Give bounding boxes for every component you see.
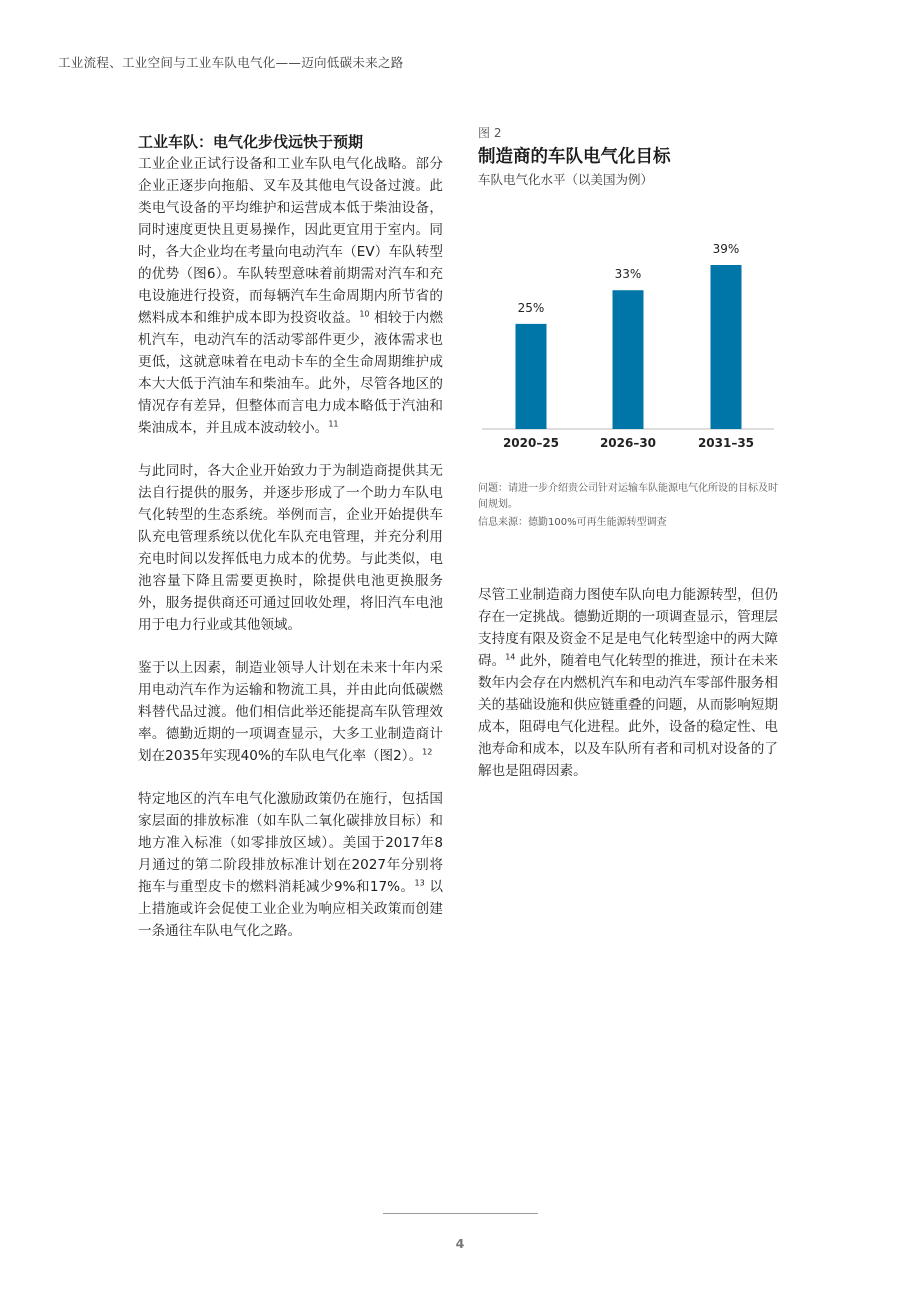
x-tick-label: 2031–35 — [697, 436, 755, 450]
footnote-ref[interactable]: 11 — [328, 419, 339, 429]
figure-block — [478, 125, 780, 531]
section-title: 工业车队：电气化步伐远快于预期 — [138, 133, 364, 151]
footnote-ref[interactable]: 13 — [414, 878, 425, 888]
bar-2020–25 — [516, 324, 547, 429]
footer-divider — [383, 1213, 538, 1214]
bar-2026–30 — [613, 290, 644, 429]
footnote-ref[interactable]: 14 — [505, 652, 516, 662]
figure-source: 信息来源：德勤100%可再生能源转型调查 — [478, 517, 667, 528]
paragraph-text: 以上措施或许会促使工业企业为响应相关政策而创建一条通往车队电气化之路。 — [138, 879, 444, 939]
figure-title: 制造商的车队电气化目标 — [478, 147, 671, 167]
figure-subtitle: 车队电气化水平（以美国为例） — [478, 172, 654, 187]
left-column — [138, 131, 443, 963]
running-header: 工业流程、工业空间与工业车队电气化——迈向低碳未来之路 — [58, 55, 404, 70]
body-paragraph-2: 与此同时，各大企业开始致力于为制造商提供其无法自行提供的服务，并逐步形成了一个助力车队电气化转型的生态系统。举例而言，企业开始提供车队充电管理系统以优化车队充电管理，并充分利用充电时间以发挥低电力成本的优势。与此类似，电池容量下降且需要更换时，除提供电池更换服务外，服务提供商还可通过回收处理，将旧汽车电池用于电力行业或其他领域。 — [138, 463, 443, 633]
right-column — [478, 584, 778, 803]
bar-2031–35 — [711, 265, 742, 429]
paragraph-text: 特定地区的汽车电气化激励政策仍在施行，包括国家层面的排放标准（如车队二氧化碳排放目标）和地方准入标准（如零排放区域）。美国于2017年8月通过的第二阶段排放标准计划在2027年分别将拖车与重型皮卡的燃料消耗减少9%和17%。 — [138, 791, 443, 895]
paragraph-text: 此外，随着电气化转型的推进，预计在未来数年内会存在内燃机汽车和电动汽车零部件服务相关的基础设施和供应链重叠的问题，从而影响短期成本，阻碍电气化进程。此外，设备的稳定性、电池寿命和成本，以及车队所有者和司机对设备的了解也是阻碍因素。 — [478, 653, 779, 779]
body-paragraph-1 — [138, 153, 443, 439]
footnote-ref[interactable]: 10 — [359, 309, 370, 319]
body-paragraph-4 — [138, 788, 443, 942]
x-tick-label: 2020–25 — [502, 436, 560, 450]
page-number: 4 — [455, 1236, 465, 1251]
paragraph-text: 相较于内燃机汽车，电动汽车的活动零部件更少，液体需求也更低，这就意味着在电动卡车的全生命周期维护成本大大低于汽油车和柴油车。此外，尽管各地区的情况存有差异，但整体而言电力成本略低于汽油和柴油成本，并且成本波动较小。 — [138, 310, 443, 436]
figure-label: 图 2 — [478, 126, 502, 140]
bar-chart — [478, 215, 778, 473]
data-label: 33% — [614, 267, 642, 282]
footnote-ref[interactable]: 12 — [422, 747, 433, 757]
data-label: 25% — [517, 300, 545, 315]
paragraph-text: 工业企业正试行设备和工业车队电气化战略。部分企业正逐步向拖船、叉车及其他电气设备过渡。此类电气设备的平均维护和运营成本低于柴油设备，同时速度更快且更易操作，因此更宜用于室内。同时，各大企业均在考量向电动汽车（EV）车队转型的优势（图6）。车队转型意味着前期需对汽车和充电设施进行投资，而每辆汽车生命周期内所节省的燃料成本和维护成本即为投资收益。 — [138, 156, 443, 326]
x-tick-label: 2026–30 — [599, 436, 657, 450]
body-paragraph-5 — [478, 584, 778, 782]
data-label: 39% — [712, 242, 740, 256]
paragraph-text: 尽管工业制造商力图使车队向电力能源转型，但仍存在一定挑战。德勤近期的一项调查显示，管理层支持度有限及资金不足是电气化转型途中的两大障碍。 — [478, 587, 778, 669]
body-paragraph-3 — [138, 657, 443, 767]
paragraph-text: 鉴于以上因素，制造业领导人计划在未来十年内采用电动汽车作为运输和物流工具，并由此向低碳燃料替代品过渡。他们相信此举还能提高车队管理效率。德勤近期的一项调查显示，大多工业制造商计划在2035年实现40%的车队电气化率（图2）。 — [138, 660, 443, 764]
figure-note: 问题：请进一步介绍贵公司针对运输车队能源电气化所设的目标及时间规划。 — [478, 483, 778, 510]
